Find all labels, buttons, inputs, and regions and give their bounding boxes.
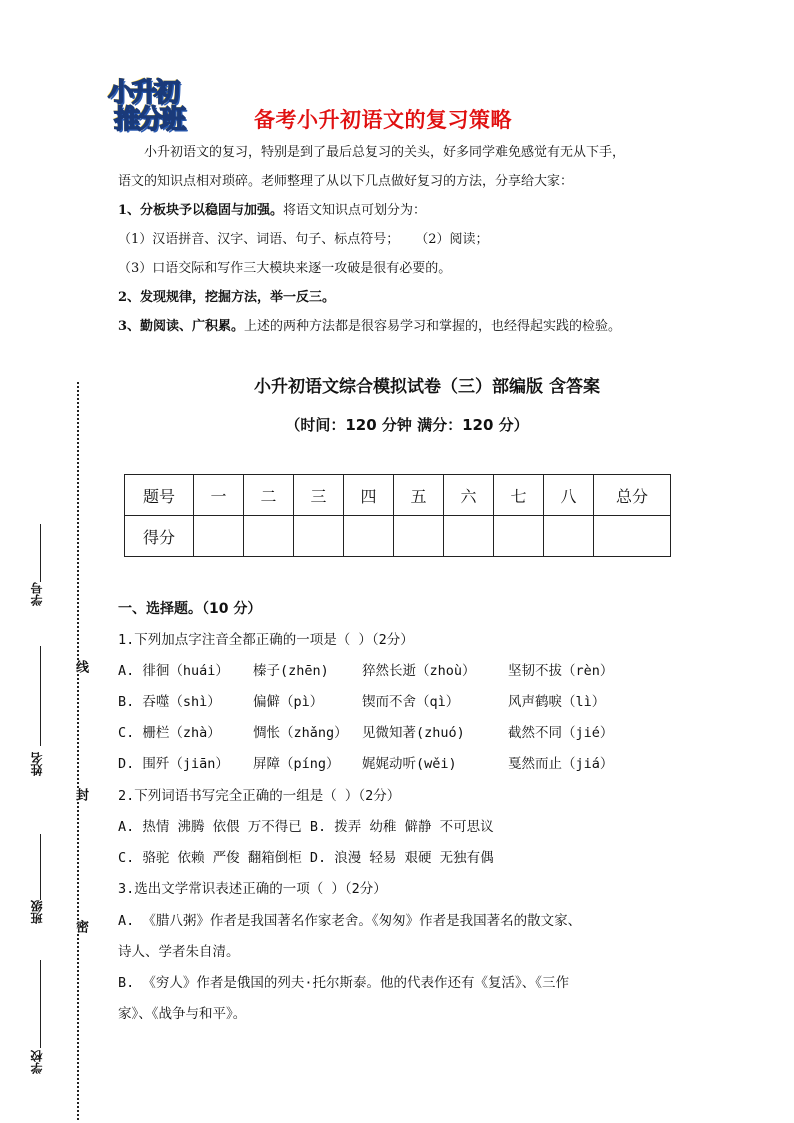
- option-text: 娓娓动听(wěi): [362, 756, 457, 772]
- intro-point-1-rest: 将语文知识点可划分为：: [283, 203, 427, 218]
- score-header-cell: 八: [544, 475, 594, 516]
- exam-title: 小升初语文综合模拟试卷（三）部编版 含答案: [254, 377, 600, 397]
- logo: [104, 72, 214, 135]
- class-underline: [40, 834, 41, 900]
- q1-option-a: [118, 659, 698, 679]
- name-label: 姓名: [30, 752, 44, 776]
- score-table-header-row: [125, 475, 671, 516]
- intro-point-3-bold: 3、勤阅读、广积累。: [118, 319, 245, 334]
- option-text: 见微知著(zhuó): [362, 725, 465, 741]
- intro-line-1: 小升初语文的复习，特别是到了最后总复习的关头，好多同学难免感觉有无从下手，: [144, 145, 626, 160]
- option-text: 戛然而止（jiá）: [508, 756, 614, 772]
- score-cell[interactable]: [544, 516, 594, 557]
- intro-point-1-a: （1）汉语拼音、汉字、词语、句子、标点符号；: [118, 232, 400, 247]
- score-header-cell: 总分: [594, 475, 671, 516]
- school-underline: [40, 960, 41, 1048]
- exam-subtitle: （时间：120 分钟 满分：120 分）: [285, 416, 529, 434]
- option-text: B. 吞噬（shì）: [118, 694, 221, 710]
- q2-options-cd: C. 骆驼 依赖 严俊 翻箱倒柜 D. 浪漫 轻易 艰硬 无独有偶: [118, 850, 494, 866]
- option-text: 截然不同（jié）: [508, 725, 614, 741]
- score-header-cell: 四: [344, 475, 394, 516]
- q3-option-a-line2: 诗人、学者朱自清。: [118, 944, 240, 960]
- score-header-cell: 七: [494, 475, 544, 516]
- score-cell[interactable]: [344, 516, 394, 557]
- score-table-score-row: [125, 516, 671, 557]
- q3-option-b-line1: B. 《穷人》作者是俄国的列夫·托尔斯泰。他的代表作还有《复活》、《三作: [118, 975, 570, 991]
- score-cell[interactable]: [394, 516, 444, 557]
- option-text: 屏障（píng）: [253, 756, 340, 772]
- school-label: 学校: [30, 1050, 44, 1074]
- score-header-cell: 三: [294, 475, 344, 516]
- intro-point-1-c: （3）口语交际和写作三大模块来逐一攻破是很有必要的。: [118, 261, 452, 276]
- q2-options-ab: A. 热情 沸腾 依偎 万不得已 B. 拨弄 幼稚 僻静 不可思议: [118, 819, 494, 835]
- option-text: 榛子(zhēn): [253, 663, 329, 679]
- intro-point-3: [118, 317, 678, 336]
- option-text: 风声鹤唳（lì）: [508, 694, 606, 710]
- intro-point-1-ab: [118, 230, 678, 249]
- q3-option-a-line1: A. 《腊八粥》作者是我国著名作家老舍。《匆匆》作者是我国著名的散文家、: [118, 913, 582, 929]
- option-text: 坚韧不拔（rèn）: [508, 663, 614, 679]
- class-label: 班级: [30, 900, 44, 924]
- score-cell[interactable]: [594, 516, 671, 557]
- intro-point-1-bold: 1、分板块予以稳固与加强。: [118, 203, 284, 218]
- q1-option-d: [118, 752, 698, 772]
- q1-option-b: [118, 690, 698, 710]
- binding-dotted-line: [77, 382, 79, 1120]
- score-cell[interactable]: [444, 516, 494, 557]
- logo-text-top: 小升初: [108, 72, 177, 109]
- binding-mark-seal: 封: [73, 788, 88, 801]
- question-3: 3.选出文学常识表述正确的一项（ ）（2分）: [118, 881, 387, 897]
- q3-option-b-line2: 家》、《战争与和平》。: [118, 1006, 247, 1022]
- intro-point-2: 2、发现规律，挖掘方法，举一反三。: [118, 290, 336, 305]
- score-row-label: 得分: [125, 516, 194, 557]
- score-table: [124, 474, 671, 557]
- question-1: 1.下列加点字注音全都正确的一项是（ ）（2分）: [118, 632, 414, 648]
- student-id-underline: [40, 524, 41, 582]
- score-header-cell: 六: [444, 475, 494, 516]
- score-header-cell: 二: [244, 475, 294, 516]
- option-text: A. 徘徊（huái）: [118, 663, 229, 679]
- option-text: 偏僻（pì）: [253, 694, 324, 710]
- option-text: 惆怅（zhǎng）: [253, 725, 348, 741]
- q1-option-c: [118, 721, 698, 741]
- score-cell[interactable]: [294, 516, 344, 557]
- score-cell[interactable]: [494, 516, 544, 557]
- score-cell[interactable]: [244, 516, 294, 557]
- option-text: C. 栅栏（zhà）: [118, 725, 221, 741]
- option-text: 猝然长逝（zhoù）: [362, 663, 476, 679]
- score-header-cell: 题号: [125, 475, 194, 516]
- page-headline: 备考小升初语文的复习策略: [254, 108, 512, 132]
- section-1-heading: 一、选择题。（10 分）: [118, 601, 262, 617]
- intro-point-1: [118, 201, 678, 220]
- score-cell[interactable]: [194, 516, 244, 557]
- score-header-cell: 一: [194, 475, 244, 516]
- name-underline: [40, 646, 41, 746]
- intro-point-3-rest: 上述的两种方法都是很容易学习和掌握的，也经得起实践的检验。: [244, 319, 622, 334]
- binding-mark-dense: 密: [73, 920, 88, 933]
- score-header-cell: 五: [394, 475, 444, 516]
- logo-text-bottom: 推分班: [114, 105, 184, 135]
- option-text: D. 围歼（jiān）: [118, 756, 229, 772]
- student-id-label: 学号: [30, 582, 44, 606]
- question-2: 2.下列词语书写完全正确的一组是（ ）（2分）: [118, 788, 401, 804]
- intro-line-2: 语文的知识点相对琐碎。老师整理了从以下几点做好复习的方法，分享给大家：: [118, 174, 574, 189]
- intro-point-1-b: （2）阅读；: [415, 232, 489, 247]
- binding-mark-line: 线: [73, 660, 88, 673]
- option-text: 锲而不舍（qì）: [362, 694, 460, 710]
